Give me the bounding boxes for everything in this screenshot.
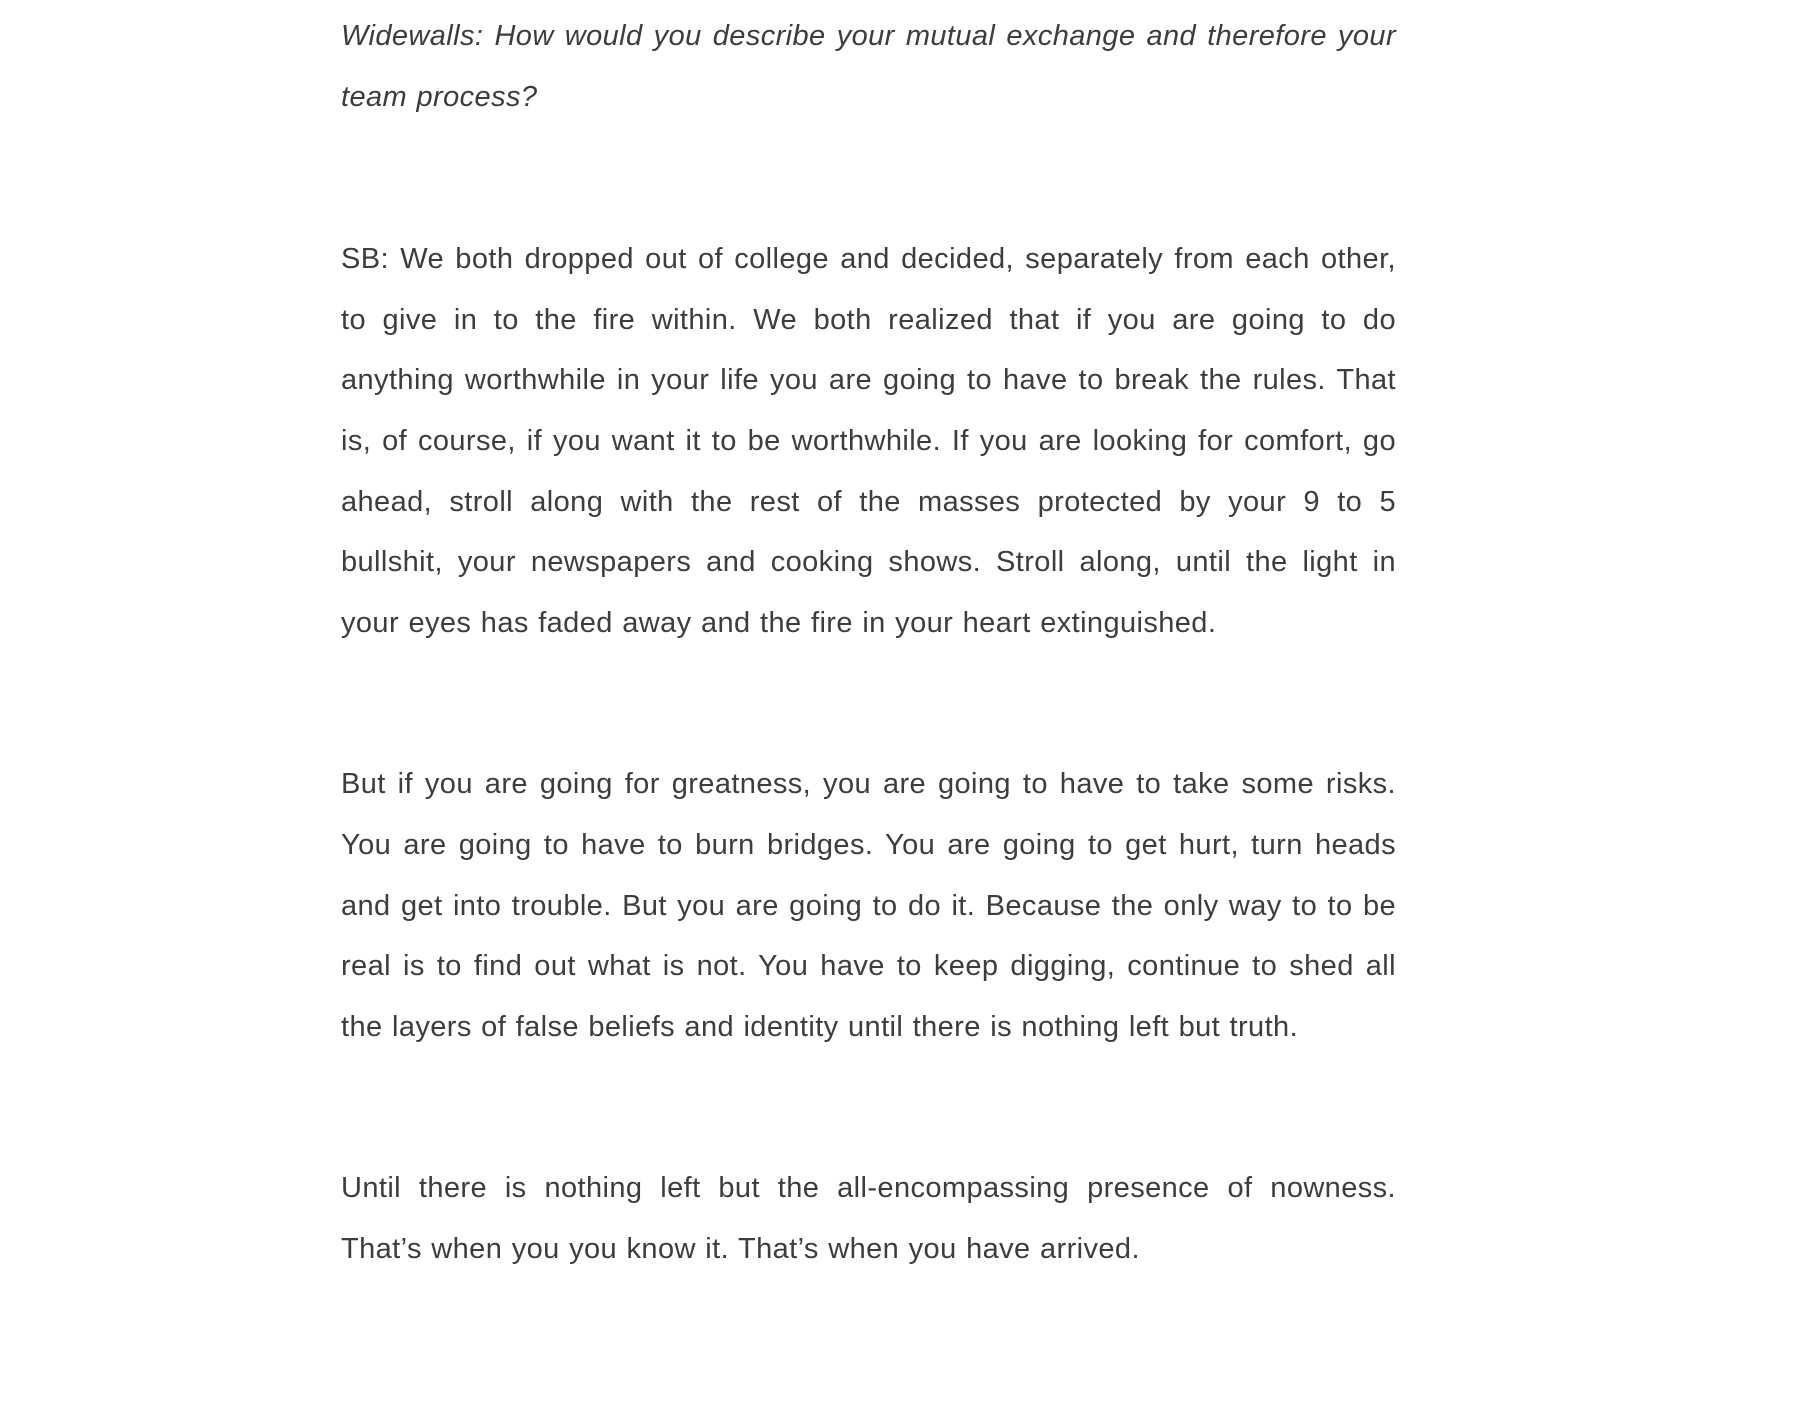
answer-paragraph-3: Until there is nothing left but the all-encompassing presence of nowness. That’s when you you know it. That’s when you have arrived.	[341, 1172, 1396, 1265]
interview-article	[341, 6, 1396, 1381]
interview-question: Widewalls: How would you describe your mutual exchange and therefore your team process?	[341, 20, 1396, 113]
answer-paragraph-1: SB: We both dropped out of college and decided, separately from each other, to give in to the fire within. We both realized that if you are going to do anything worthwhile in your life you are going to have to break the rules. That is, of course, if you want it to be worthwhile. If you are looking for comfort, go ahead, stroll along with the rest of the masses protected by your 9 to 5 bullshit, your newspapers and cooking shows. Stroll along, until the light in your eyes has faded away and the fire in your heart extinguished.	[341, 243, 1396, 639]
answer-paragraph-2: But if you are going for greatness, you are going to have to take some risks. You are going to have to burn bridges. You are going to get hurt, turn heads and get into trouble. But you are going to do it. Because the only way to to be real is to find out what is not. You have to keep digging, continue to shed all the layers of false beliefs and identity until there is nothing left but truth.	[341, 768, 1396, 1043]
